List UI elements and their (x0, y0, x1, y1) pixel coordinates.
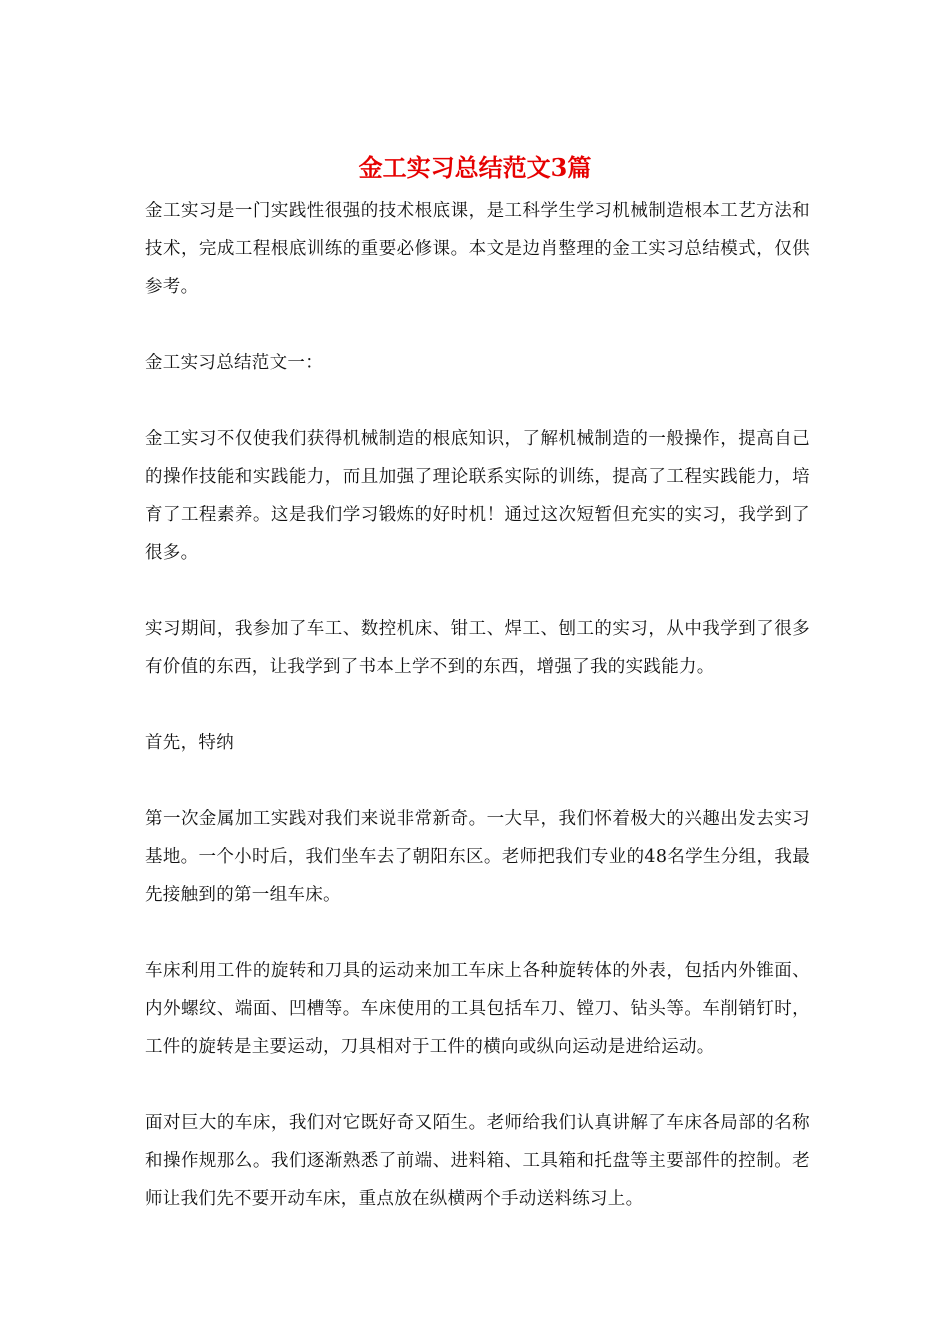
paragraph: 第一次金属加工实践对我们来说非常新奇。一大早，我们怀着极大的兴趣出发去实习基地。一个小时后，我们坐车去了朝阳东区。老师把我们专业的48名学生分组，我最先接触到的第一组车床。 (145, 809, 810, 905)
paragraph: 实习期间，我参加了车工、数控机床、钳工、焊工、刨工的实习，从中我学到了很多有价值的东西，让我学到了书本上学不到的东西，增强了我的实践能力。 (145, 619, 810, 677)
document-title: 金工实习总结范文3篇 (358, 153, 592, 182)
paragraph: 面对巨大的车床，我们对它既好奇又陌生。老师给我们认真讲解了车床各局部的名称和操作规那么。我们逐渐熟悉了前端、进料箱、工具箱和托盘等主要部件的控制。老师让我们先不要开动车床，重点放在纵横两个手动送料练习上。 (145, 1113, 810, 1209)
subheading-first-turner: 首先，特纳 (145, 733, 234, 753)
paragraph: 车床利用工件的旋转和刀具的运动来加工车床上各种旋转体的外表，包括内外锥面、内外螺纹、端面、凹槽等。车床使用的工具包括车刀、镗刀、钻头等。车削销钉时，工件的旋转是主要运动，刀具相对于工件的横向或纵向运动是进给运动。 (145, 961, 810, 1057)
document-body (145, 192, 810, 1218)
paragraph-intro: 金工实习是一门实践性很强的技术根底课，是工科学生学习机械制造根本工艺方法和技术，完成工程根底训练的重要必修课。本文是边肖整理的金工实习总结模式，仅供参考。 (145, 201, 810, 297)
paragraph: 金工实习不仅使我们获得机械制造的根底知识，了解机械制造的一般操作，提高自己的操作技能和实践能力，而且加强了理论联系实际的训练，提高了工程实践能力，培育了工程素养。这是我们学习锻炼的好时机！通过这次短暂但充实的实习，我学到了很多。 (145, 429, 810, 563)
section-heading-sample-one: 金工实习总结范文一： (145, 353, 323, 373)
